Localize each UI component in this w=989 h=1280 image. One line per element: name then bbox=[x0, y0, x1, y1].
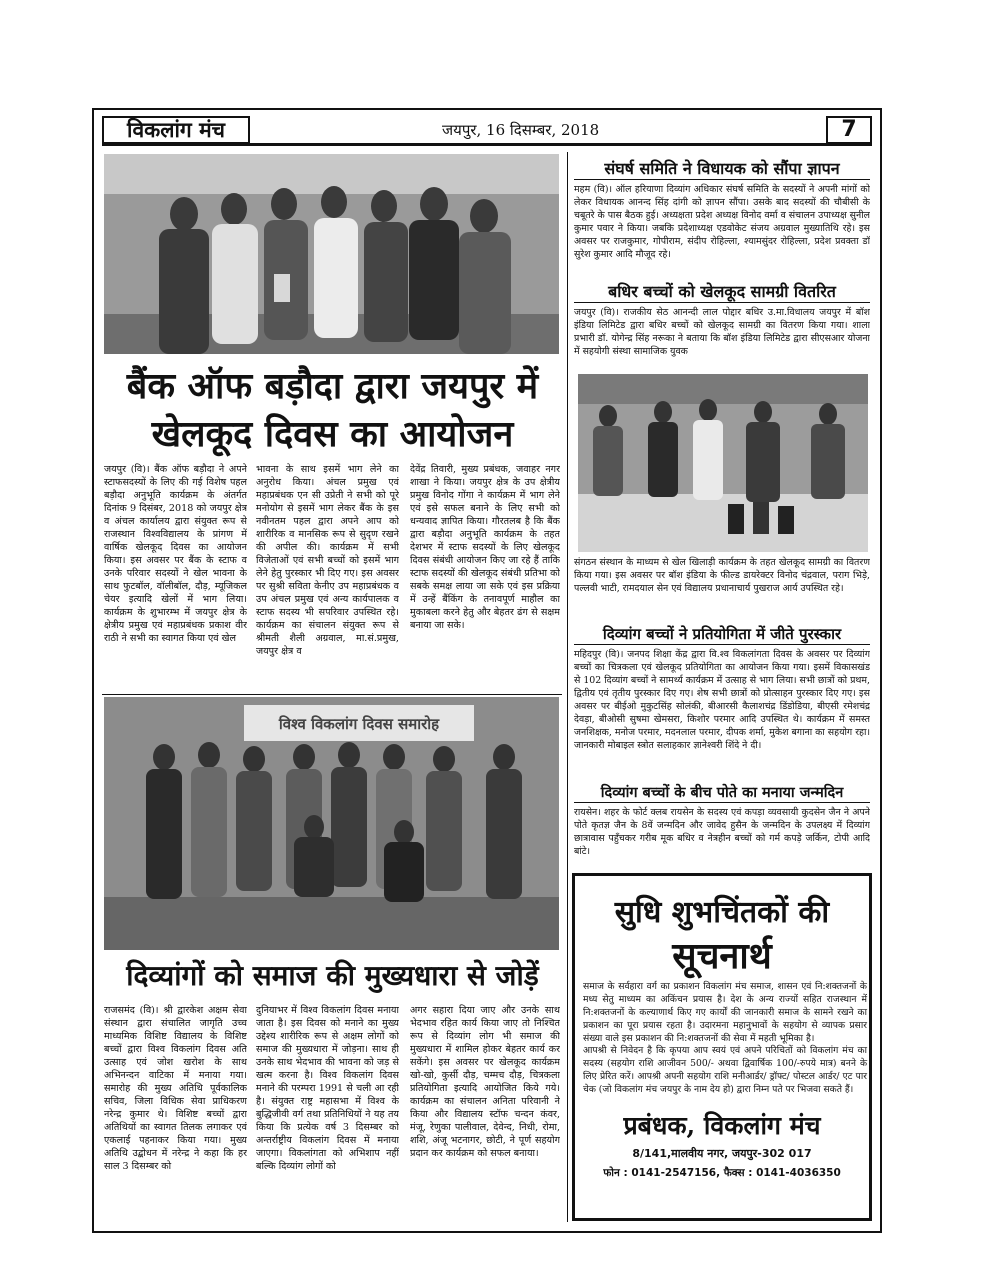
story2-column-2: दुनियाभर में विश्व विकलांग दिवस मनाया जाता है। इस दिवस को मनाने का मुख्य उद्देश्य शारीरिक रूप से अक्षम लोगों को समाज की मुख्यधारा में जोड़ना। साथ ही उनके साथ भेदभाव की भावना को जड़ से खत्म करना है। विश्व विकलांग दिवस मनाने की परम्परा 1991 से चली आ रही है। संयुक्त राष्ट्र महासभा में विश्व के बुद्धिजीवी वर्ग तथा प्रतिनिधियों ने यह तय किया कि प्रत्येक वर्ष 3 दिसम्बर को अन्तर्राष्ट्रीय विकलांग दिवस में मनाया जाएगा। विकलांगता को अभिशाप नहीं बल्कि दिव्यांग लोगों को bbox=[256, 1005, 399, 1172]
notice-paragraph-2: आपश्री से निवेदन है कि कृपया आप स्वयं एवं अपने परिचितों को विकलांग मंच का सदस्य (सहयोग राशि आजीवन 500/- अथवा द्विवार्षिक 100/-रुपये मात्र) बनने के लिए प्रेरित करें। आपश्री अपनी सहयोग राशि मनीआर्डर/ ड्रॉफ्ट/ पोस्टल आर्डर/ एट पार चेक (जो विकलांग मंच जयपुर के नाम देय हो) द्वारा निम्न पते पर भिजवा सकते हैं। bbox=[583, 1045, 867, 1095]
notice-paragraph-1: समाज के सर्वहारा वर्ग का प्रकाशन विकलांग मंच समाज, शासन एवं नि:शक्तजनों के मध्य सेतु माध्यम का अकिंचन प्रयास है। देश के अन्य राज्यों सहित राजस्थान में नि:शक्तजनों के कल्याणार्थ किए गए कार्यों की जानकारी समाज के सामने रखने का प्रकाशन का पूरा प्रयास रहता है। उदारमना महानुभावों के सहयोग से व्यापक प्रसार संख्या वाले इस प्रकाशन की नि:शक्तजनों की सेवा में महती भूमिका है। bbox=[583, 981, 867, 1044]
story2-headline: दिव्यांगों को समाज की मुख्यधारा से जोड़ें bbox=[126, 959, 539, 992]
story2-column-1: राजसमंद (वि)। श्री द्वारकेश अक्षम सेवा संस्थान द्वारा संचालित जागृति उच्च माध्यमिक विशिष्ट विद्यालय के विशिष्ट बच्चों द्वारा विश्व विकलांग दिवस अति उत्साह एवं जोश खरोश के साथ अभिनन्दन वाटिका में मनाया गया। समारोह की मुख्य अतिथि पूर्वकालिक सचिव, जिला विधिक सेवा प्राधिकरण नरेन्द्र कुमार थे। विशिष्ट बच्चों द्वारा अतिथियों का स्वागत तिलक लगाकर एवं एकलाई पहनाकर किया गया। मुख्य अतिथि उद्बोधन में नरेन्द्र ने कहा कि हर साल 3 दिसम्बर को bbox=[104, 1005, 247, 1172]
banner-text: विश्व विकलांग दिवस समारोह bbox=[278, 715, 440, 733]
story1-column-3: देवेंद्र तिवारी, मुख्य प्रबंधक, जवाहर नगर शाखा ने किया। जयपुर क्षेत्र के उप क्षेत्रीय प्रमुख विनोद गोंगा ने कार्यक्रम में भाग लेने एवं इसे सफल बनाने के लिए सभी को धन्यवाद ज्ञापित किया। गौरतलब है कि बैंक द्वारा बड़ौदा अनुभूति कार्यक्रम के तहत देशभर में स्टाफ सदस्यों के लिए खेलकूद दिवस संबंधी आयोजन किए जा रहे हैं ताकि स्टाफ सदस्यों की खेलकूद संबंधी प्रतिभा को सबके समक्ष लाया जा सके एवं इस प्रक्रिया में उन्हें बैंकिंग के तनावपूर्ण माहौल का मुकाबला करने हेतु और बेहतर ढंग से सक्षम बनाया जा सके। bbox=[410, 464, 560, 631]
story1-column-1: जयपुर (वि)। बैंक ऑफ बड़ौदा ने अपने स्टाफसदस्यों के लिए की गई विशेष पहल बड़ौदा अनुभूति कार्यक्रम के अंतर्गत दिनांक 9 दिसंबर, 2018 को जयपुर क्षेत्र व अंचल कार्यालय द्वारा संयुक्त रूप से राजस्थान विश्वविद्यालय के प्रांगण में वार्षिक खेलकूद दिवस का आयोजन किया। इस अवसर पर बैंक के स्टाफ व उनके परिवार सदस्यों ने खेल भावना के साथ फुटबॉल, वॉलीबॉल, दौड़, म्यूजिकल चेयर इत्यादि खेलों में भाग लिया। कार्यक्रम के शुभारम्भ में जयपुर क्षेत्र के क्षेत्रीय प्रमुख एवं महाप्रबंधक प्रकाश वीर राठी ने सभी का स्वागत किया एवं खेल bbox=[104, 464, 247, 644]
s2-text-bottom: संगठन संस्थान के माध्यम से खेल खिलाड़ी कार्यक्रम के तहत खेलकूद सामग्री का वितरण किया गया। इस अवसर पर बॉश इंडिया के फील्ड डायरेक्टर विनोद चंद्रवाल, पराग भिड़े, पल्लवी भाटी, रामदयाल सेन एवं विद्यालय प्रधानाचार्य पुखराज आर्य उपस्थित रहे। bbox=[574, 557, 870, 594]
subscription-notice bbox=[572, 873, 872, 1221]
disability-day-photo bbox=[104, 697, 559, 950]
story1-headline-line2: खेलकूद दिवस का आयोजन bbox=[151, 413, 514, 455]
notice-title-1: सुधि शुभचिंतकों की bbox=[614, 895, 830, 930]
s2-text-top: जयपुर (वि)। राजकीय सेठ आनन्दी लाल पोद्दार बधिर उ.मा.विधालय जयपुर में बॉश इंडिया लिमिटेड द्वारा बधिर बच्चों को खेलकूद सामग्री का वितरण किया गया। शाला प्रभारी डॉ. योगेन्द्र सिंह नरूका ने बताया कि बॉश इंडिया लिमिटेड द्वारा सीएसआर योजना में सहयोगी संस्था सामाजिक युवक bbox=[574, 307, 870, 357]
column-rule bbox=[567, 152, 568, 1222]
notice-title-2: सूचनार्थ bbox=[672, 935, 772, 977]
s4-headline: दिव्यांग बच्चों के बीच पोते का मनाया जन्मदिन bbox=[574, 782, 870, 803]
s1-text: महम (वि)। ऑल हरियाणा दिव्यांग अधिकार संघर्ष समिति के सदस्यों ने अपनी मांगों को लेकर विधायक आनन्द सिंह दांगी को ज्ञापन सौंपा। उसके बाद सदस्यों की चौबीसी के चबूतरे के पास बैठक हुई। अध्यक्षता प्रदेश अध्यक्ष विनोद वर्मा व संचालन उपाध्यक्ष सुनील कुमार पवार ने किया। जबकि प्रदेशाध्यक्ष एडवोकेट संजय अग्रवाल मुख्यातिथि रहे। इस अवसर पर राजकुमार, गोपीराम, संदीप रोहिल्ला, श्यामसुंदर रोहिल्ला, प्रदेश प्रवक्ता डॉ सुरेश कुमार आदि मौजूद रहे। bbox=[574, 184, 870, 260]
page-number: 7 bbox=[826, 116, 872, 144]
masthead bbox=[102, 116, 872, 146]
sports-day-photo bbox=[104, 154, 559, 354]
s3-headline: दिव्यांग बच्चों ने प्रतियोगिता में जीते पुरस्कार bbox=[574, 624, 870, 645]
s4-text: रायसेन। शहर के फोर्ट क्लब रायसेन के सदस्य एवं कपड़ा व्यवसायी कुदसेन जैन ने अपने पोते कृतज्ञ जैन के 8वें जन्मदिन और जावेद हुसैन के जन्मदिन के उपलक्ष्य में दिव्यांग छात्रावास पहुँचकर गरीब मूक बधिर व नेत्रहीन बच्चों को गर्म कपड़े जर्किन, टोपी आदि बांटे। bbox=[574, 807, 870, 857]
masthead-title: विकलांग मंच bbox=[102, 116, 250, 144]
notice-phone: फोन : 0141-2547156, फैक्स : 0141-4036350 bbox=[603, 1167, 841, 1179]
story1-headline-line1: बैंक ऑफ बड़ौदा द्वारा जयपुर में bbox=[126, 365, 539, 407]
story2-column-3: अगर सहारा दिया जाए और उनके साथ भेदभाव रहित कार्य किया जाए तो निश्चित रूप से दिव्यांग लोग भी समाज की मुख्यधारा में शामिल होकर बेहतर कार्य कर सकेंगे। इस अवसर पर खेलकूद कार्यक्रम खो-खो, कुर्सी दौड़, चम्मच दौड़, चित्रकला प्रतियोगिता इत्यादि आयोजित किये गये। कार्यक्रम का संचालन अनिता परिवानी ने किया और विद्यालय स्टॉफ चन्दन कंवर, मंजू, रेणुका पालीवाल, देवेन्द, निधी, रोमा, शशि, अंजू भटनागर, छोटी, ने पूर्ण सहयोग प्रदान कर कार्यक्रम को सफल बनाया। bbox=[410, 1005, 560, 1159]
notice-manager: प्रबंधक, विकलांग मंच bbox=[623, 1111, 821, 1140]
divider bbox=[102, 694, 562, 695]
s1-headline: संघर्ष समिति ने विधायक को सौंपा ज्ञापन bbox=[574, 157, 870, 180]
masthead-date: जयपुर, 16 दिसम्बर, 2018 bbox=[442, 121, 600, 139]
story1-column-2: भावना के साथ इसमें भाग लेने का अनुरोध किया। अंचल प्रमुख एवं महाप्रबंधक एन सी उप्रेती ने सभी को पूरे मनोयोग से इसमें भाग लेकर बैंक के इस नवीनतम पहल द्वारा अपने आप को शारीरिक व मानसिक रूप से सुदृण रखने की अपील की। कार्यक्रम में सभी विजेताओं एवं सभी बच्चों को इसमें भाग लेने हेतु पुरस्कार भी दिए गए। इस अवसर पर सुश्री सविता केनीए उप महाप्रबंधक व उप अंचल प्रमुख एवं अन्य कार्यपालक व स्टाफ सदस्य भी सपरिवार उपस्थित रहे। कार्यक्रम का संचालन संयुक्त रूप से श्रीमती शैली अग्रवाल, मा.सं.प्रमुख, जयपुर क्षेत्र व bbox=[256, 464, 399, 657]
equipment-distribution-photo bbox=[578, 374, 868, 552]
s2-headline: बधिर बच्चों को खेलकूद सामग्री वितरित bbox=[574, 280, 870, 303]
s3-text: महिदपुर (वि)। जनपद शिक्षा केंद्र द्वारा वि.श्व विकलांगता दिवस के अवसर पर दिव्यांग बच्चों का चित्रकला एवं खेलकूद प्रतियोगिता का आयोजन किया गया। इसमें विकासखंड से 102 दिव्यांग बच्चों ने सामर्थ्य कार्यक्रम में उत्साह से भाग लिया। सभी छात्रों को प्रथम, द्वितीय एवं तृतीय पुरस्कार दिए गए। शेष सभी छात्रों को प्रोत्साहन पुरस्कार दिए गए। इस अवसर पर बीईओ मुकुटसिंह सोलंकी, बीआरसी कैलाशचंद्र डिंडोडिया, बीएसी रमेशचंद्र देवड़ा, बीओसी सुषमा खेमसरा, किशोर परमार आदि उपस्थित थे। कार्यक्रम में समस्त जनशिक्षक, मनोज परमार, मदनलाल परमार, दीपक शर्मा, मुकेश बगाना का सहयोग रहा। जानकारी मोबाइल स्त्रोत सलाहकार ज्ञानेश्वरी शिंदे ने दी। bbox=[574, 649, 870, 751]
notice-address: 8/141,मालवीय नगर, जयपुर-302 017 bbox=[632, 1147, 812, 1160]
